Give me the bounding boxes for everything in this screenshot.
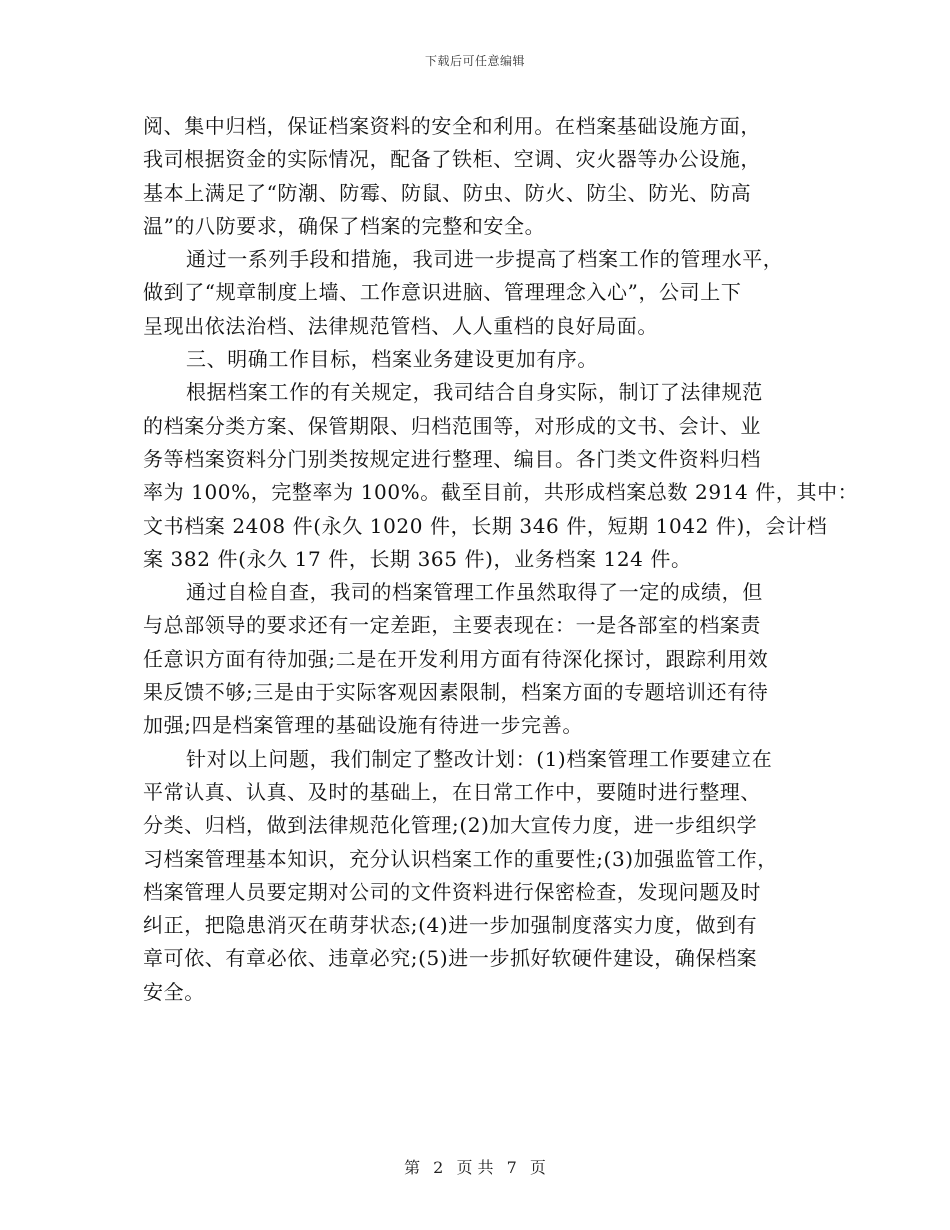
text-line: 分类、归档，做到法律规范化管理;(2)加大宣传力度，进一步组织学 (143, 813, 758, 838)
text-line: 温”的八防要求，确保了档案的完整和安全。 (143, 213, 546, 238)
text-line: 做到了“规章制度上墙、工作意识进脑、管理理念入心”，公司上下 (143, 280, 742, 305)
page-footer (0, 1155, 950, 1178)
text-line: 安全。 (143, 979, 205, 1004)
text-line: 果反馈不够;三是由于实际客观因素限制，档案方面的专题培训还有待 (143, 680, 769, 705)
text-line: 的档案分类方案、保管期限、归档范围等，对形成的文书、会计、业 (143, 413, 761, 438)
text-line: 纠正，把隐患消灭在萌芽状态;(4)进一步加强制度落实力度，做到有 (143, 913, 758, 938)
footer-page-current: 2 (433, 1158, 444, 1177)
text-line: 案 382 件(永久 17 件，长期 365 件)，业务档案 124 件。 (143, 546, 692, 571)
text-line: 通过一系列手段和措施，我司进一步提高了档案工作的管理水平， (186, 247, 784, 272)
text-line: 与总部领导的要求还有一定差距，主要表现在：一是各部室的档案责 (143, 613, 761, 638)
text-line: 务等档案资料分门别类按规定进行整理、编目。各门类文件资料归档 (143, 446, 761, 471)
text-line: 任意识方面有待加强;二是在开发利用方面有待深化探讨，跟踪利用效 (143, 646, 769, 671)
text-line: 习档案管理基本知识，充分认识档案工作的重要性;(3)加强监管工作， (143, 846, 778, 871)
page-header-note: 下载后可任意编辑 (424, 54, 525, 68)
text-line: 率为 100%，完整率为 100%。截至目前，共形成档案总数 2914 件，其中： (143, 480, 859, 505)
footer-suffix: 页 (529, 1158, 546, 1177)
text-line: 根据档案工作的有关规定，我司结合自身实际，制订了法律规范 (186, 380, 763, 405)
text-line: 通过自检自查，我司的档案管理工作虽然取得了一定的成绩，但 (186, 580, 763, 605)
text-line: 针对以上问题，我们制定了整改计划：(1)档案管理工作要建立在 (186, 746, 773, 771)
text-line: 平常认真、认真、及时的基础上，在日常工作中，要随时进行整理、 (143, 779, 761, 804)
document-body (143, 110, 859, 1009)
text-line: 文书档案 2408 件(永久 1020 件，长期 346 件，短期 1042 件)，会计档 (143, 513, 828, 538)
text-line: 章可依、有章必依、违章必究;(5)进一步抓好软硬件建设，确保档案 (143, 946, 758, 971)
text-line: 三、明确工作目标，档案业务建设更加有序。 (186, 347, 598, 372)
text-line: 我司根据资金的实际情况，配备了铁柜、空调、灾火器等办公设施， (143, 147, 761, 172)
text-line: 呈现出依法治档、法律规范管档、人人重档的良好局面。 (143, 313, 658, 338)
text-line: 基本上满足了“防潮、防霉、防鼠、防虫、防火、防尘、防光、防高 (143, 180, 752, 205)
text-line: 加强;四是档案管理的基础设施有待进一步完善。 (143, 713, 583, 738)
footer-prefix: 第 (404, 1158, 421, 1177)
text-line: 档案管理人员要定期对公司的文件资料进行保密检查，发现问题及时 (143, 879, 761, 904)
footer-page-total: 7 (506, 1158, 517, 1177)
footer-mid: 页 共 (456, 1158, 494, 1177)
text-line: 阅、集中归档，保证档案资料的安全和利用。在档案基础设施方面， (143, 114, 761, 138)
